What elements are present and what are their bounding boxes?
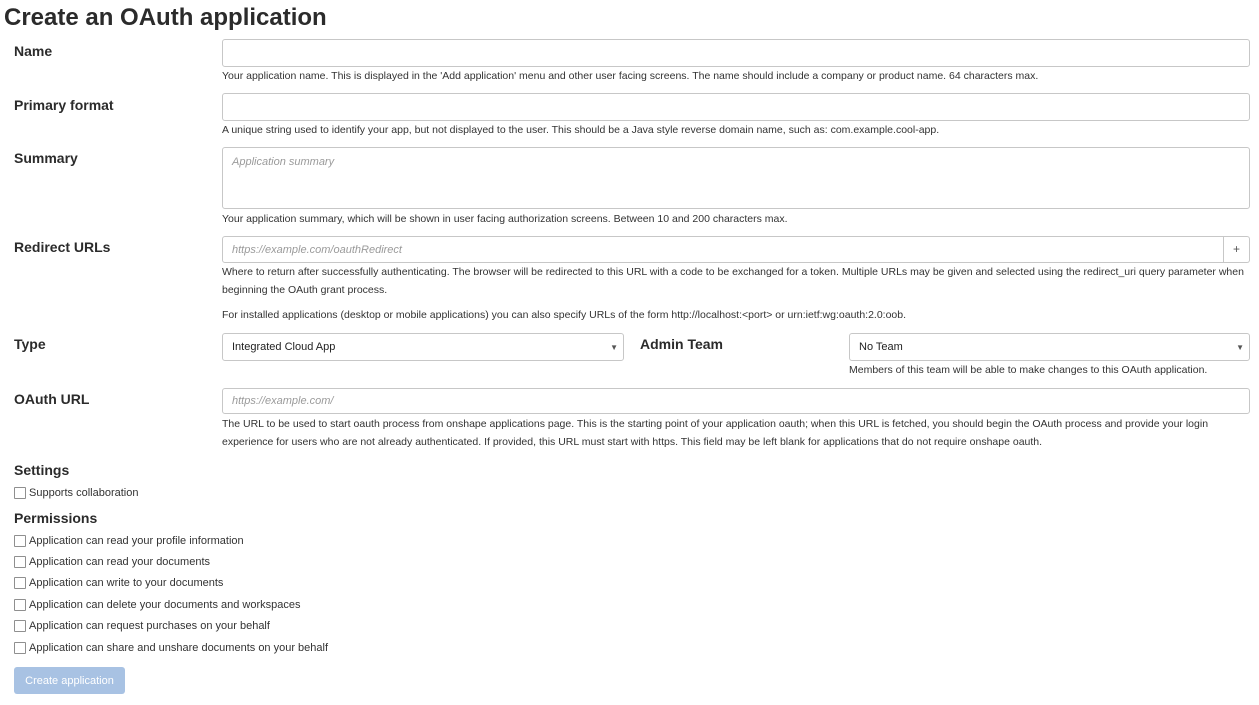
admin-team-help: Members of this team will be able to make changes to this OAuth application. [849,364,1208,376]
checkbox-label: Application can read your profile information [29,535,244,547]
checkbox-box[interactable] [14,599,26,611]
redirect-urls-label: Redirect URLs [14,239,111,255]
admin-team-select[interactable] [849,333,1250,361]
primary-format-input[interactable] [222,93,1250,121]
checkbox-box[interactable] [14,556,26,568]
permission-read-profile-checkbox[interactable] [14,534,244,548]
admin-team-label: Admin Team [640,336,723,352]
chevron-down-icon: ▼ [610,343,618,352]
checkbox-box[interactable] [14,620,26,632]
permission-request-purchases-checkbox[interactable] [14,619,270,633]
add-redirect-url-button[interactable]: + [1224,236,1250,263]
settings-heading: Settings [14,462,70,478]
checkbox-label: Application can write to your documents [29,577,224,589]
type-select-value: Integrated Cloud App [232,341,336,353]
type-label: Type [14,336,46,352]
name-input[interactable] [222,39,1250,67]
permission-read-documents-checkbox[interactable] [14,555,210,569]
summary-textarea[interactable]: Application summary [222,147,1250,209]
name-label: Name [14,43,53,59]
checkbox-label: Application can request purchases on your behalf [29,620,270,632]
redirect-urls-help-installed: For installed applications (desktop or mobile applications) you can also specify URLs of the form http://localhost:<port> or urn:ietf:wg:oauth:2.0:oob. [222,309,907,321]
checkbox-label: Application can share and unshare documents on your behalf [29,642,329,654]
primary-format-label: Primary format [14,97,114,113]
checkbox-box[interactable] [14,642,26,654]
page-title: Create an OAuth application [4,4,327,31]
checkbox-box[interactable] [14,487,26,499]
checkbox-box[interactable] [14,577,26,589]
admin-team-select-value: No Team [859,341,903,353]
create-application-button[interactable]: Create application [14,667,125,694]
checkbox-label: Application can read your documents [29,556,210,568]
oauth-url-help: The URL to be used to start oauth process from onshape applications page. This is the starting point of your application oauth; when this URL is fetched, you should begin the OAuth process and provide your login experience for users who are not already authenticated. If provided, this URL must start with https. This field may be left blank for applications that do not require onshape oauth. [222,418,1209,448]
redirect-urls-help: Where to return after successfully authenticating. The browser will be redirected to this URL with a code to be exchanged for a token. Multiple URLs may be given and selected using the redirect_uri query parameter when beginning the OAuth grant process. [222,266,1244,296]
summary-label: Summary [14,150,78,166]
chevron-down-icon: ▼ [1236,343,1244,352]
primary-format-help: A unique string used to identify your app, but not displayed to the user. This should be a Java style reverse domain name, such as: com.example.cool-app. [222,124,940,136]
permission-delete-documents-checkbox[interactable] [14,598,301,612]
redirect-url-input[interactable]: https://example.com/oauthRedirect [222,236,1224,263]
summary-help: Your application summary, which will be shown in user facing authorization screens. Between 10 and 200 characters max. [222,213,788,225]
type-select[interactable] [222,333,624,361]
permission-share-documents-checkbox[interactable] [14,641,328,655]
checkbox-label: Supports collaboration [29,487,139,499]
name-help: Your application name. This is displayed in the 'Add application' menu and other user facing screens. The name should include a company or product name. 64 characters max. [222,70,1039,82]
oauth-url-label: OAuth URL [14,391,90,407]
oauth-url-input[interactable]: https://example.com/ [222,388,1250,414]
permissions-heading: Permissions [14,510,98,526]
checkbox-box[interactable] [14,535,26,547]
permission-write-documents-checkbox[interactable] [14,576,223,590]
checkbox-label: Application can delete your documents and workspaces [29,599,301,611]
supports-collaboration-checkbox[interactable] [14,486,138,500]
